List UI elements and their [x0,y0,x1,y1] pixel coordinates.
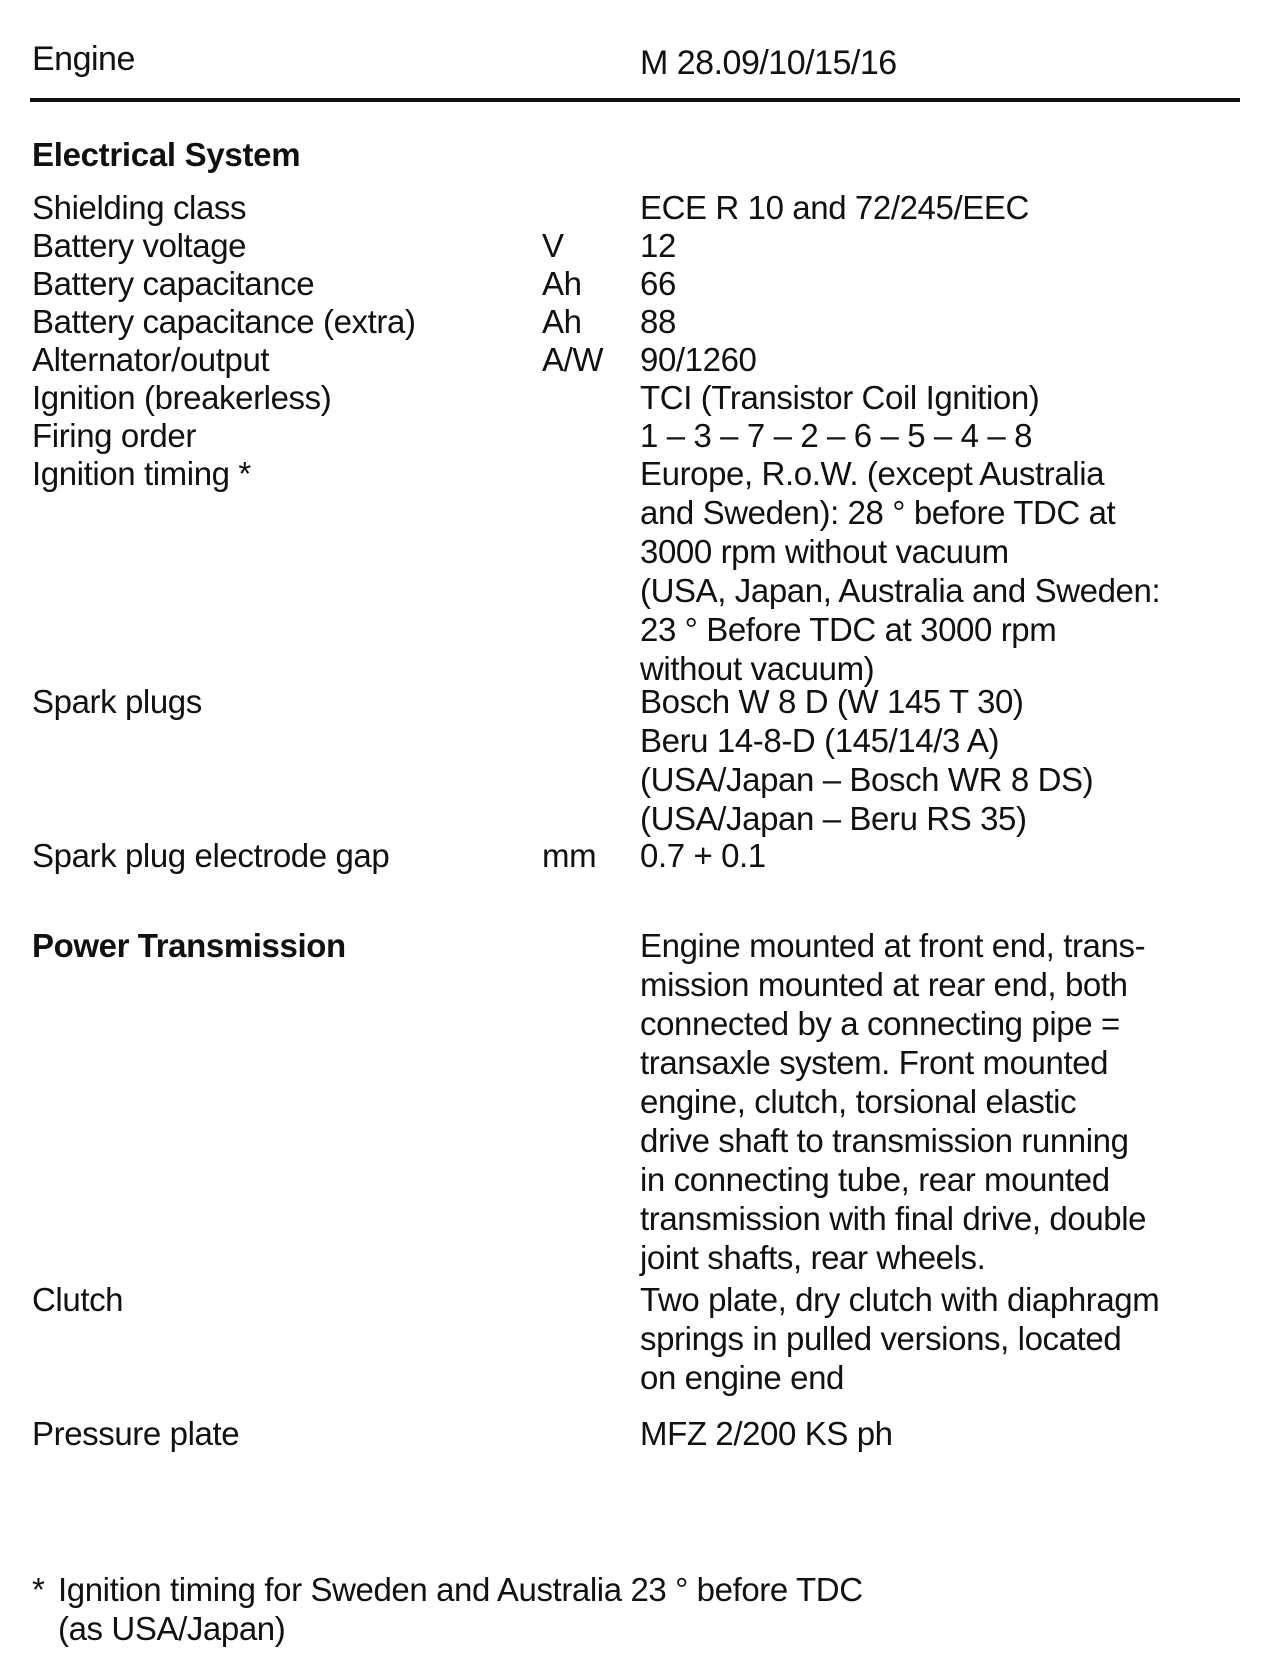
section-title-power-transmission: Power Transmission [32,927,346,964]
spec-value [640,340,1240,379]
spec-value-line: engine, clutch, torsional elastic [640,1083,1077,1120]
spec-label: Ignition (breakerless) [32,379,332,416]
spec-unit: A/W [542,341,604,378]
header-engine-label: Engine [32,40,135,78]
spec-value-line: joint shafts, rear wheels. [640,1239,986,1276]
spec-value-line: 23 ° Before TDC at 3000 rpm [640,611,1057,648]
footnote-line: (as USA/Japan) [58,1610,286,1647]
spec-value-line: Beru 14-8-D (145/14/3 A) [640,722,1000,759]
spec-label: Spark plug electrode gap [32,837,390,874]
spec-label: Shielding class [32,189,247,226]
spec-label: Spark plugs [32,683,202,720]
spec-value [640,302,1240,341]
spec-value [640,264,1240,303]
spec-value-line: on engine end [640,1359,844,1396]
spec-label: Battery voltage [32,227,247,264]
spec-label: Clutch [32,1281,124,1318]
spec-value-line: 66 [640,265,676,302]
spec-value [640,416,1240,455]
spec-value-line: 88 [640,303,676,340]
spec-value-line: Two plate, dry clutch with diaphragm [640,1281,1160,1318]
spec-value-line: TCI (Transistor Coil Ignition) [640,379,1040,416]
spec-value-line: connected by a connecting pipe = [640,1005,1120,1042]
spec-value [640,926,1240,1277]
spec-value-line: (USA, Japan, Australia and Sweden: [640,572,1161,609]
header-engine-code: M 28.09/10/15/16 [640,44,897,82]
spec-value [640,454,1240,688]
spec-value-line: in connecting tube, rear mounted [640,1161,1110,1198]
spec-label: Firing order [32,417,196,454]
spec-value-line: mission mounted at rear end, both [640,966,1128,1003]
spec-value-line: transaxle system. Front mounted [640,1044,1109,1081]
spec-value-line: MFZ 2/200 KS ph [640,1415,893,1452]
spec-value-line: 0.7 + 0.1 [640,837,766,874]
spec-value-line: Europe, R.o.W. (except Australia [640,455,1105,492]
spec-value-line: and Sweden): 28 ° before TDC at [640,494,1116,531]
spec-value-line: ECE R 10 and 72/245/EEC [640,189,1029,226]
spec-label: Pressure plate [32,1415,240,1452]
spec-value-line: Engine mounted at front end, trans- [640,927,1146,964]
spec-value-line: transmission with final drive, double [640,1200,1147,1237]
spec-value-line: drive shaft to transmission running [640,1122,1129,1159]
spec-value [640,1280,1240,1397]
spec-value-line: 90/1260 [640,341,757,378]
spec-value-line: (USA/Japan – Beru RS 35) [640,800,1027,837]
spec-value [640,188,1240,227]
spec-value [640,378,1240,417]
spec-value-line: 3000 rpm without vacuum [640,533,1009,570]
spec-unit: mm [542,837,597,874]
spec-label: Battery capacitance [32,265,315,302]
spec-value [640,226,1240,265]
spec-value-line: 12 [640,227,676,264]
spec-unit: Ah [542,265,582,302]
footnote-marker: * [32,1571,45,1608]
spec-unit: Ah [542,303,582,340]
spec-value-line: Bosch W 8 D (W 145 T 30) [640,683,1024,720]
spec-value-line: without vacuum) [640,650,875,687]
footnote-line: Ignition timing for Sweden and Australia 23 ° before TDC [58,1571,863,1608]
spec-value [640,1414,1240,1453]
spec-value [640,836,1240,875]
footnote-text [58,1570,863,1648]
spec-value-line: 1 – 3 – 7 – 2 – 6 – 5 – 4 – 8 [640,417,1033,454]
spec-value [640,682,1240,838]
spec-label: Ignition timing * [32,455,251,492]
spec-unit: V [542,227,564,264]
section-title-electrical: Electrical System [32,136,301,173]
spec-label: Battery capacitance (extra) [32,303,416,340]
spec-label: Alternator/output [32,341,270,378]
spec-value-line: springs in pulled versions, located [640,1320,1122,1357]
spec-value-line: (USA/Japan – Bosch WR 8 DS) [640,761,1094,798]
header-rule [30,98,1240,102]
